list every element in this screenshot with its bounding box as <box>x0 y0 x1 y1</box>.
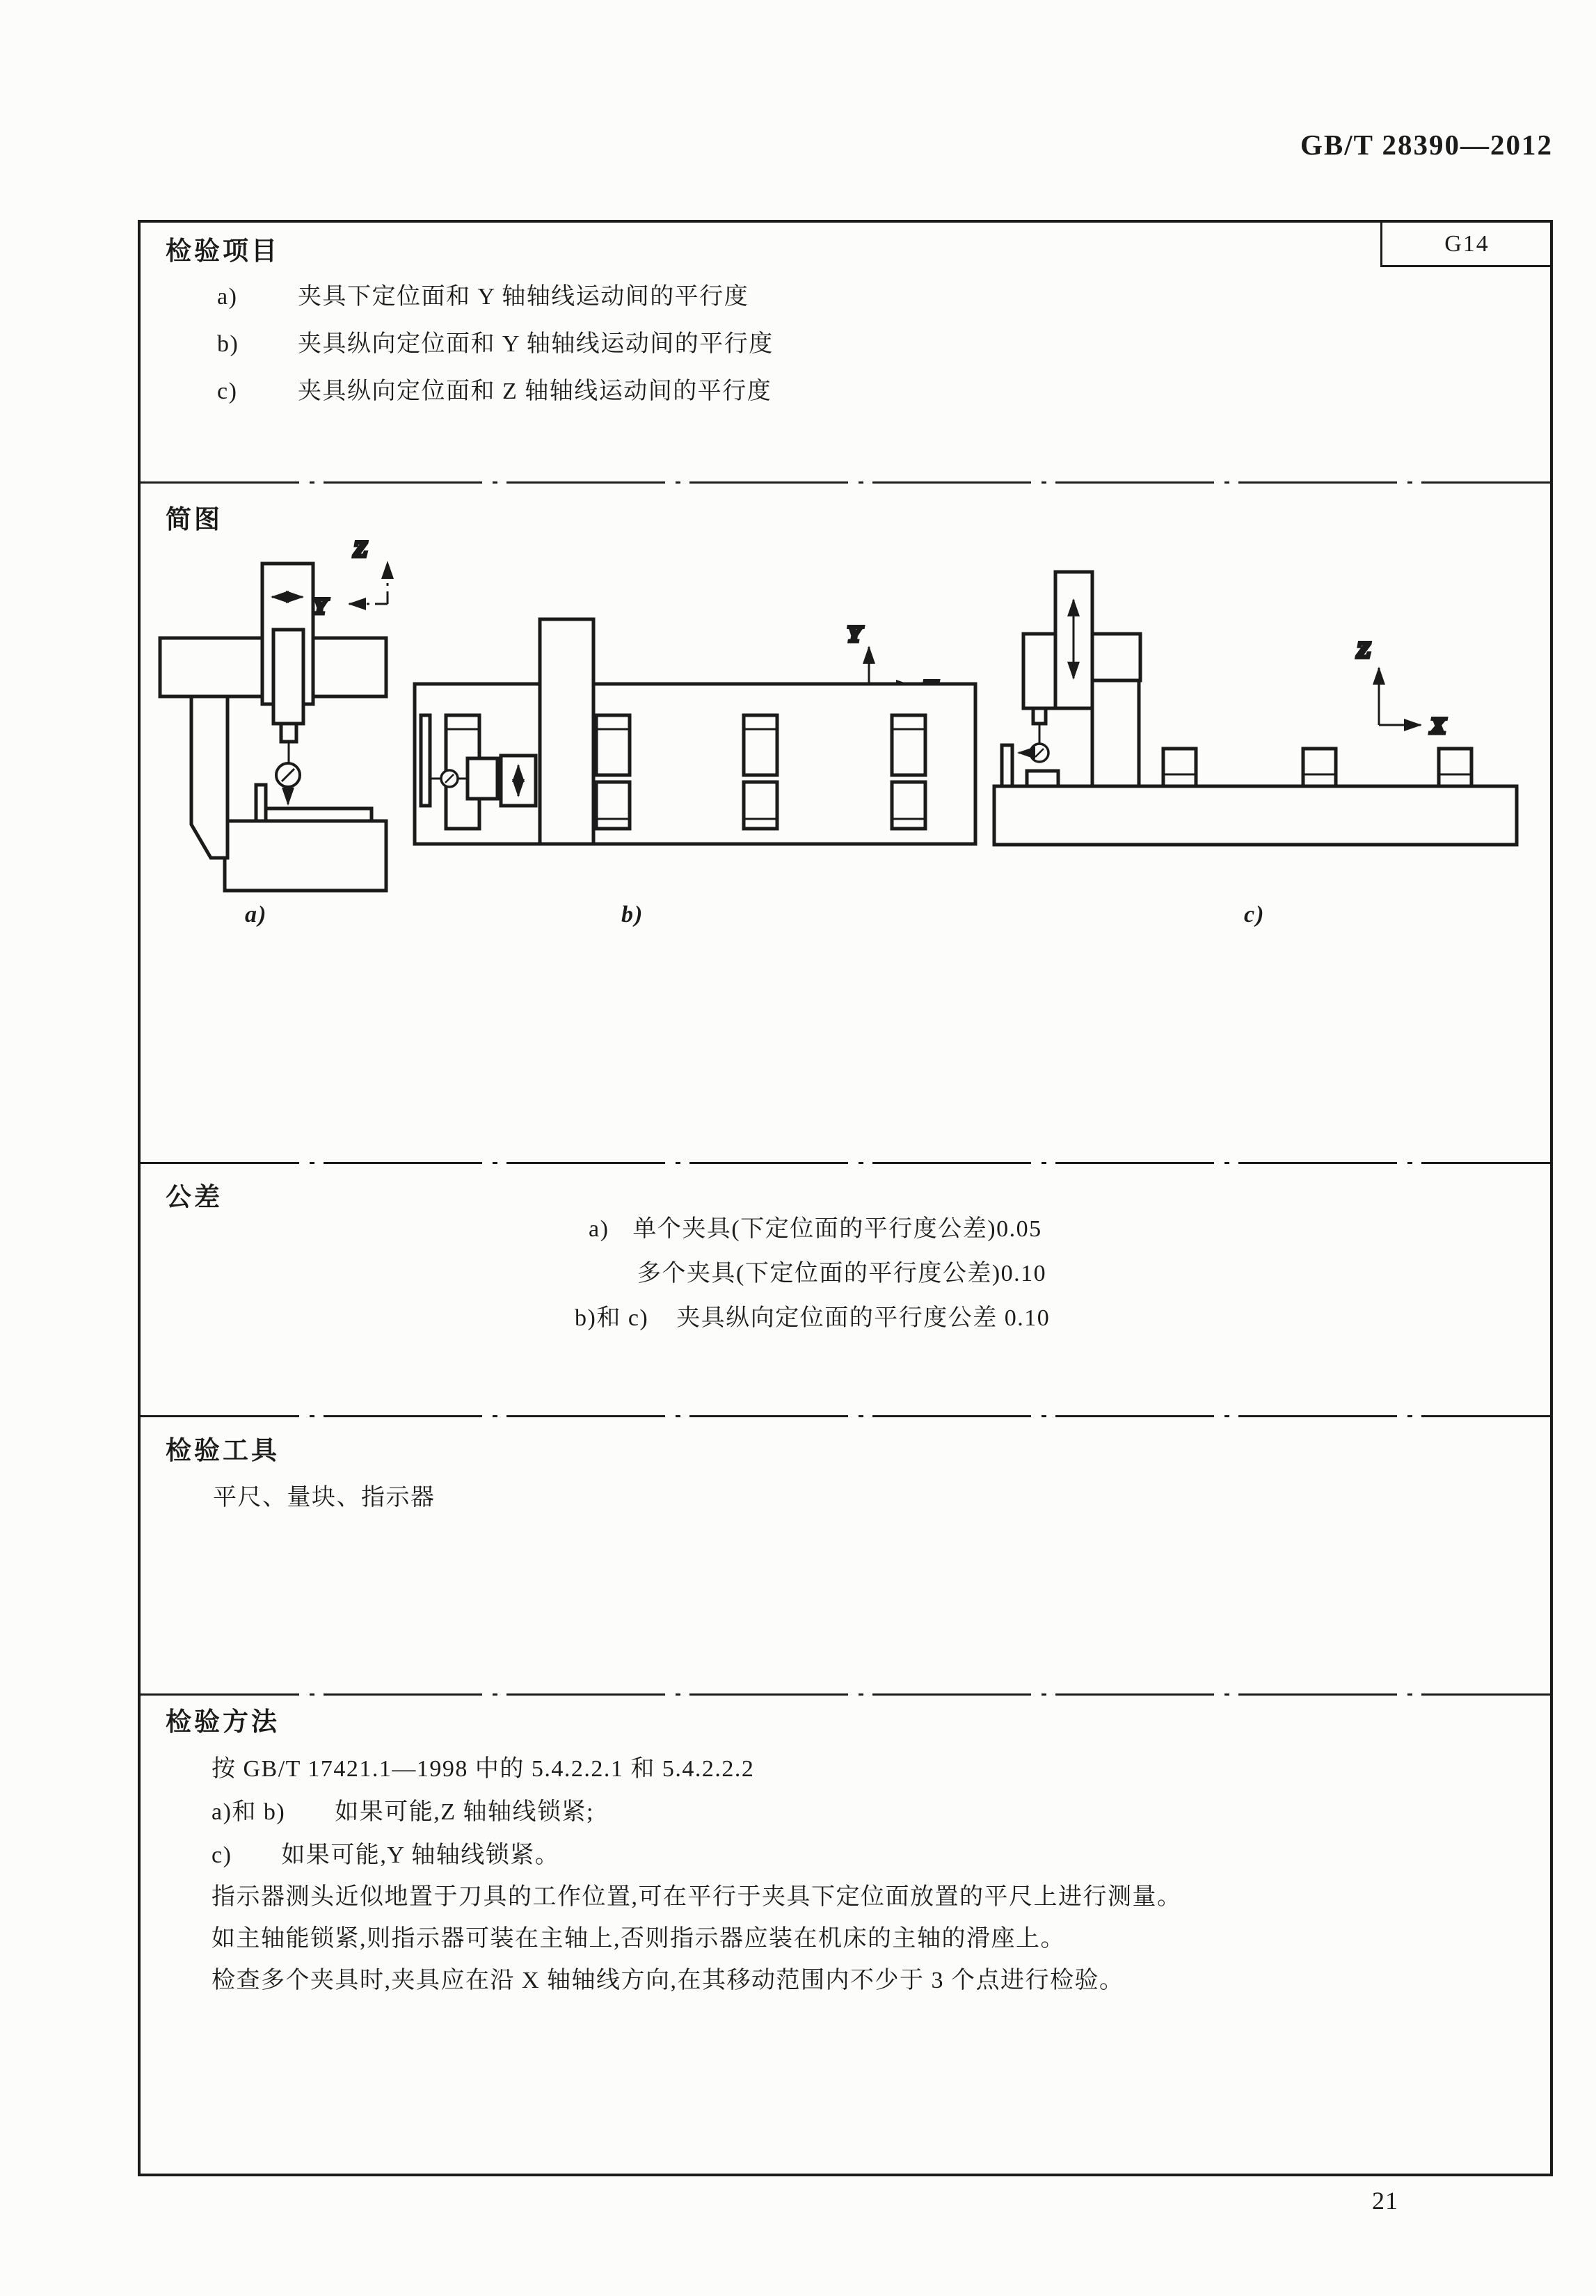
tolerance-row <box>589 1209 1042 1243</box>
tool-stub <box>281 724 296 742</box>
method-line: 检查多个夹具时,夹具应在沿 X 轴轴线方向,在其移动范围内不少于 3 个点进行检验。 <box>212 1968 1124 1993</box>
fixture-plate <box>266 808 372 821</box>
spindle-housing <box>1023 634 1055 708</box>
inspection-item-row <box>217 277 749 311</box>
axis-label-y: Y <box>313 594 328 619</box>
tools-text: 平尺、量块、指示器 <box>213 1485 436 1510</box>
machine-base <box>225 821 386 891</box>
section-divider <box>141 1162 1550 1164</box>
method-line: 指示器测头近似地置于刀具的工作位置,可在平行于夹具下定位面放置的平尺上进行测量。 <box>212 1884 1182 1910</box>
method-line: a)和 b) 如果可能,Z 轴轴线锁紧; <box>212 1799 594 1825</box>
item-label: b) <box>217 331 239 357</box>
inspection-item-row <box>217 372 772 406</box>
section-divider <box>141 481 1550 484</box>
locating-face-plate <box>1002 745 1012 786</box>
section-title-tolerance: 公差 <box>166 1183 223 1212</box>
item-label: c) <box>217 378 238 404</box>
diagram-caption-a: a) <box>245 902 268 927</box>
column-upper <box>1092 634 1140 680</box>
step-block <box>1027 771 1058 786</box>
item-code: G14 <box>1444 230 1490 257</box>
inspection-item-row <box>217 324 774 358</box>
diagram-figures <box>139 487 1553 1165</box>
page-number: 21 <box>1372 2187 1398 2215</box>
section-title-inspection-items: 检验项目 <box>166 237 280 266</box>
item-text: 夹具纵向定位面和 Y 轴轴线运动间的平行度 <box>298 331 774 357</box>
tool-stub <box>1033 708 1046 724</box>
tolerance-text: 多个夹具(下定位面的平行度公差)0.10 <box>637 1261 1047 1286</box>
tolerance-text: 夹具纵向定位面的平行度公差 0.10 <box>676 1305 1051 1331</box>
axes-b <box>869 647 913 686</box>
axis-label-y: Y <box>847 622 862 647</box>
axes-a <box>349 562 388 604</box>
fixture-tab <box>256 785 266 821</box>
diagram-a <box>160 537 388 891</box>
axis-label-x: X <box>1430 714 1446 739</box>
diagram-caption-b: b) <box>621 902 644 927</box>
tolerance-label: a) <box>589 1216 609 1242</box>
item-code-box <box>1380 223 1551 267</box>
axis-label-z: Z <box>1357 638 1371 663</box>
method-line: 如主轴能锁紧,则指示器可装在主轴上,否则指示器应装在机床的主轴的滑座上。 <box>212 1926 1065 1952</box>
section-title-diagram: 简图 <box>166 506 223 534</box>
machine-bed <box>994 786 1517 845</box>
machine-column <box>191 696 228 858</box>
axis-label-z: Z <box>353 537 368 562</box>
item-text: 夹具下定位面和 Y 轴轴线运动间的平行度 <box>298 284 749 310</box>
diagram-caption-c: c) <box>1244 902 1266 927</box>
diagram-b <box>415 619 975 844</box>
section-title-method: 检验方法 <box>166 1708 280 1737</box>
method-line: 按 GB/T 17421.1—1998 中的 5.4.2.2.1 和 5.4.2.2.2 <box>212 1756 755 1782</box>
fixtures-side-view <box>1163 749 1471 786</box>
item-text: 夹具纵向定位面和 Z 轴轴线运动间的平行度 <box>298 378 772 404</box>
standard-number: GB/T 28390—2012 <box>1300 129 1553 161</box>
item-label: a) <box>217 284 238 310</box>
indicator-holder <box>468 758 497 799</box>
section-divider <box>141 1693 1550 1696</box>
tolerance-row <box>575 1298 1050 1332</box>
diagram-c <box>994 572 1517 845</box>
section-title-tools: 检验工具 <box>166 1437 280 1465</box>
tolerance-row <box>637 1254 1046 1288</box>
axes-c <box>1379 668 1421 725</box>
column-band <box>540 619 593 844</box>
method-line: c) 如果可能,Y 轴轴线锁紧。 <box>212 1842 560 1868</box>
spindle <box>273 630 303 724</box>
tolerance-text: 单个夹具(下定位面的平行度公差)0.05 <box>632 1216 1042 1242</box>
tolerance-label: b)和 c) <box>575 1305 649 1331</box>
section-divider <box>141 1415 1550 1417</box>
column-lower <box>1092 680 1139 786</box>
